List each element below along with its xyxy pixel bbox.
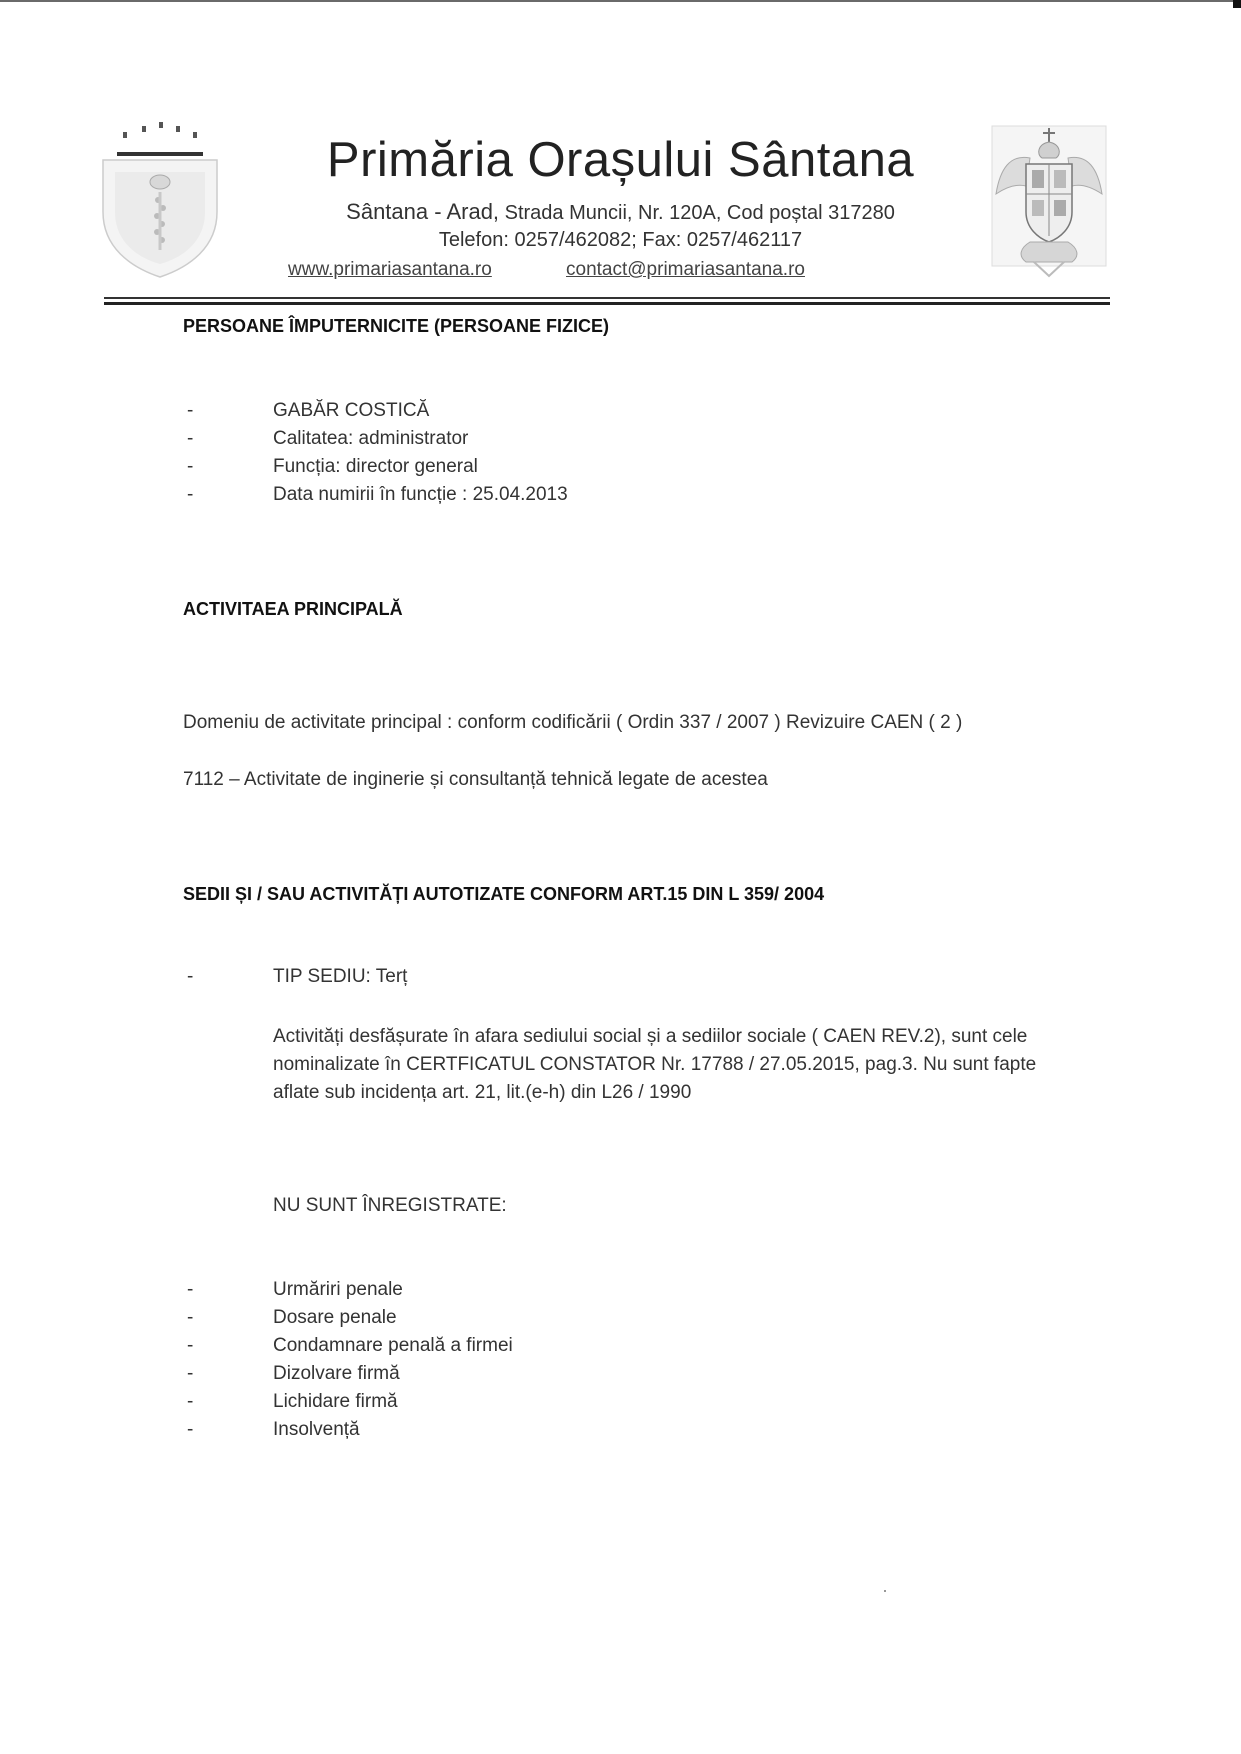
not-registered-item: Lichidare firmă <box>273 1391 398 1412</box>
appointment-date: Data numirii în funcție : 25.04.2013 <box>273 484 568 505</box>
paragraph-line: nominalizate în CERTFICATUL CONSTATOR Nr. 17788 / 27.05.2015, pag.3. Nu sunt fapte <box>273 1054 1037 1075</box>
scan-speck <box>884 1590 886 1592</box>
address-line <box>0 199 1241 225</box>
bullet-dash: - <box>187 484 194 505</box>
bullet-dash: - <box>187 966 194 987</box>
bullet-dash: - <box>187 428 194 449</box>
not-registered-item: Insolvență <box>273 1419 360 1440</box>
section-heading-authorized-persons: PERSOANE ÎMPUTERNICITE (PERSOANE FIZICE) <box>183 316 610 336</box>
section-heading-authorized-premises: SEDII ȘI / SAU ACTIVITĂȚI AUTOTIZATE CONFORM ART.15 DIN L 359/ 2004 <box>183 884 825 904</box>
scan-edge-line <box>0 0 1241 2</box>
caen-code-line: 7112 – Activitate de inginerie și consultanță tehnică legate de acestea <box>183 769 768 790</box>
phone-fax-line: Telefon: 0257/462082; Fax: 0257/462117 <box>438 229 803 251</box>
person-name: GABĂR COSTICĂ <box>273 400 430 421</box>
bullet-dash: - <box>187 1307 194 1328</box>
bullet-dash: - <box>187 400 194 421</box>
bullet-dash: - <box>187 1391 194 1412</box>
address-street: Strada Muncii, Nr. 120A, Cod poștal 317280 <box>504 202 895 224</box>
not-registered-item: Dosare penale <box>273 1307 397 1328</box>
address-city: Sântana - Arad, <box>346 199 500 224</box>
scan-corner-mark <box>1233 0 1241 8</box>
not-registered-heading: NU SUNT ÎNREGISTRATE: <box>273 1195 507 1216</box>
bullet-dash: - <box>187 456 194 477</box>
activities-paragraph <box>273 1023 1123 1107</box>
section-heading-main-activity: ACTIVITAEA PRINCIPALĂ <box>183 599 403 619</box>
email-link[interactable]: contact@primariasantana.ro <box>566 259 805 280</box>
paragraph-line: Activități desfășurate în afara sediului social și a sediilor sociale ( CAEN REV.2), sunt cele <box>273 1026 1028 1047</box>
bullet-dash: - <box>187 1363 194 1384</box>
website-link[interactable]: www.primariasantana.ro <box>288 259 492 280</box>
activity-domain-line: Domeniu de activitate principal : conform codificării ( Ordin 337 / 2007 ) Revizuire CAEN ( 2 ) <box>183 712 963 733</box>
bullet-dash: - <box>187 1335 194 1356</box>
header-divider-thick <box>104 302 1110 305</box>
bullet-dash: - <box>187 1279 194 1300</box>
premises-type: TIP SEDIU: Terț <box>273 966 408 987</box>
person-function: Funcția: director general <box>273 456 478 477</box>
header-divider-thin <box>104 297 1110 299</box>
institution-title: Primăria Orașului Sântana <box>326 133 915 187</box>
not-registered-item: Condamnare penală a firmei <box>273 1335 513 1356</box>
not-registered-item: Dizolvare firmă <box>273 1363 400 1384</box>
bullet-dash: - <box>187 1419 194 1440</box>
not-registered-item: Urmăriri penale <box>273 1279 403 1300</box>
person-capacity: Calitatea: administrator <box>273 428 469 449</box>
paragraph-line: aflate sub incidența art. 21, lit.(e-h) din L26 / 1990 <box>273 1082 692 1103</box>
